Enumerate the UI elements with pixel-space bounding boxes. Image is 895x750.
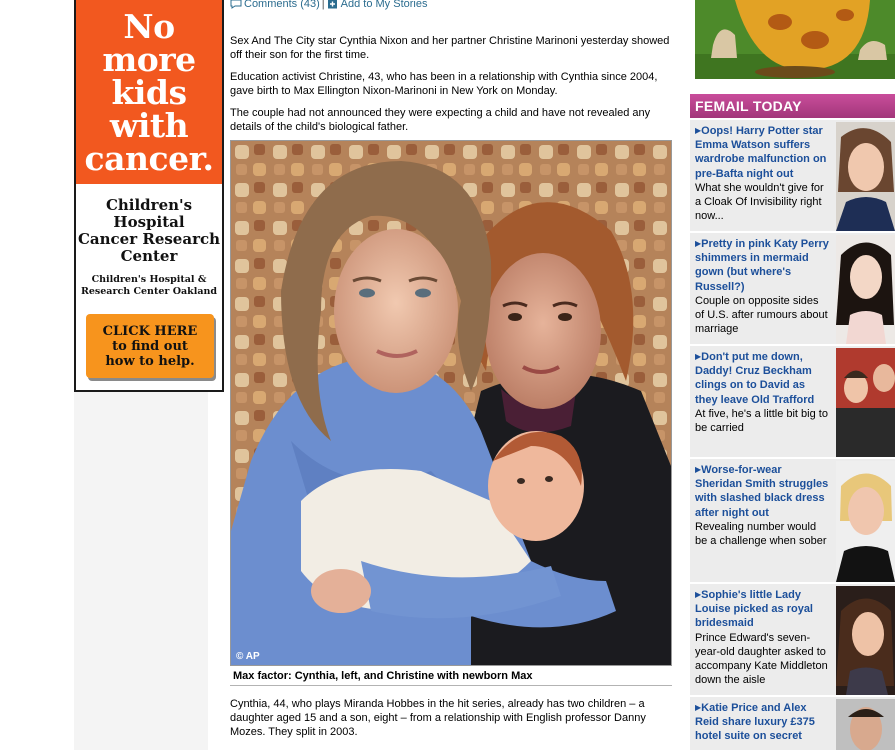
advert-headline: No more kids with cancer. <box>84 6 214 178</box>
advert-column <box>74 0 224 750</box>
article-paragraph: Sex And The City star Cynthia Nixon and her partner Christine Marinoni yesterday showed off their son for the first time. <box>230 35 670 61</box>
cartoon-image <box>695 0 895 79</box>
tools-separator: | <box>321 0 325 10</box>
femail-item[interactable] <box>690 584 895 695</box>
femail-item-title[interactable]: ▶Sophie's little Lady Louise picked as royal bridesmaid <box>695 589 813 630</box>
femail-item[interactable] <box>690 233 895 344</box>
femail-item-title[interactable]: ▶Worse-for-wear Sheridan Smith struggles with slashed black dress after night out <box>695 464 829 519</box>
arrow-right-icon: ▶ <box>695 352 702 361</box>
femail-thumbnail[interactable] <box>836 699 895 750</box>
cancer-research-advert[interactable] <box>74 0 224 392</box>
femail-item-title[interactable]: ▶Pretty in pink Katy Perry shimmers in mermaid gown (but where's Russell?) <box>695 238 829 293</box>
femail-item-title[interactable]: ▶Katie Price and Alex Reid share luxury £375 hotel suite on secret <box>695 702 815 743</box>
photo-caption: Max factor: Cynthia, left, and Christine with newborn Max <box>230 670 672 686</box>
cartoon-advert-image[interactable] <box>695 0 895 79</box>
arrow-right-icon: ▶ <box>695 465 702 474</box>
thumb-photo <box>836 461 895 582</box>
thumb-photo <box>836 348 895 457</box>
arrow-right-icon: ▶ <box>695 239 702 248</box>
femail-item-desc: Prince Edward's seven-year-old daughter asked to accompany Kate Middleton down the aisle <box>695 631 828 687</box>
article-paragraph: Cynthia, 44, who plays Miranda Hobbes in the hit series, already has two children – a daughter aged 15 and a son, eight – from a relationship with English professor Danny Mozes. They split in 2003. <box>230 698 646 738</box>
advert-organisation: Children's Hospital Cancer Research Center <box>77 196 221 265</box>
arrow-right-icon: ▶ <box>695 590 702 599</box>
thumb-photo <box>836 586 895 695</box>
family-photo-image <box>231 141 672 666</box>
femail-thumbnail[interactable] <box>836 122 895 231</box>
femail-item[interactable] <box>690 459 895 582</box>
femail-thumbnail[interactable] <box>836 235 895 344</box>
femail-item[interactable] <box>690 346 895 457</box>
thumb-photo <box>836 699 895 750</box>
comment-bubble-icon <box>230 0 242 9</box>
comments-link[interactable]: Comments (43) <box>244 0 320 10</box>
femail-item-title[interactable]: ▶Don't put me down, Daddy! Cruz Beckham clings on to David as they leave Old Trafford <box>695 351 815 406</box>
thumb-photo <box>836 122 895 231</box>
femail-item[interactable] <box>690 120 895 231</box>
femail-item-desc: What she wouldn't give for a Cloak Of Invisibility right now... <box>695 181 824 223</box>
article-paragraph: The couple had not announced they were expecting a child and have not revealed any details of the child's biological father. <box>230 107 651 133</box>
femail-item-desc: At five, he's a little bit big to be carried <box>695 407 828 435</box>
article-photo[interactable] <box>230 140 672 666</box>
femail-today-header[interactable]: FEMAIL TODAY <box>690 94 895 118</box>
article-tools <box>230 0 427 11</box>
advert-placeholder <box>74 392 208 750</box>
add-to-my-stories-link[interactable]: Add to My Stories <box>340 0 428 10</box>
add-stories-icon <box>327 0 339 9</box>
advert-click-here-button[interactable]: CLICK HERE to find out how to help. <box>86 314 214 378</box>
advert-banner <box>76 0 222 184</box>
femail-item[interactable] <box>690 697 895 750</box>
femail-item-title[interactable]: ▶Oops! Harry Potter star Emma Watson suffers wardrobe malfunction on pre-Bafta night out <box>695 125 827 180</box>
arrow-right-icon: ▶ <box>695 126 702 135</box>
arrow-right-icon: ▶ <box>695 703 702 712</box>
femail-item-desc: Couple on opposite sides of U.S. after rumours about marriage <box>695 294 828 336</box>
photo-credit: © AP <box>236 651 260 662</box>
femail-thumbnail[interactable] <box>836 586 895 695</box>
femail-item-desc: Revealing number would be a challenge when sober <box>695 520 827 548</box>
femail-thumbnail[interactable] <box>836 348 895 457</box>
article-paragraph: Education activist Christine, 43, who has been in a relationship with Cynthia since 2004, gave birth to Max Ellington Nixon-Marinoni in New York on Monday. <box>230 71 658 97</box>
femail-thumbnail[interactable] <box>836 461 895 582</box>
advert-subtitle: Children's Hospital & Research Center Oakland <box>80 274 218 297</box>
thumb-photo <box>836 235 895 344</box>
